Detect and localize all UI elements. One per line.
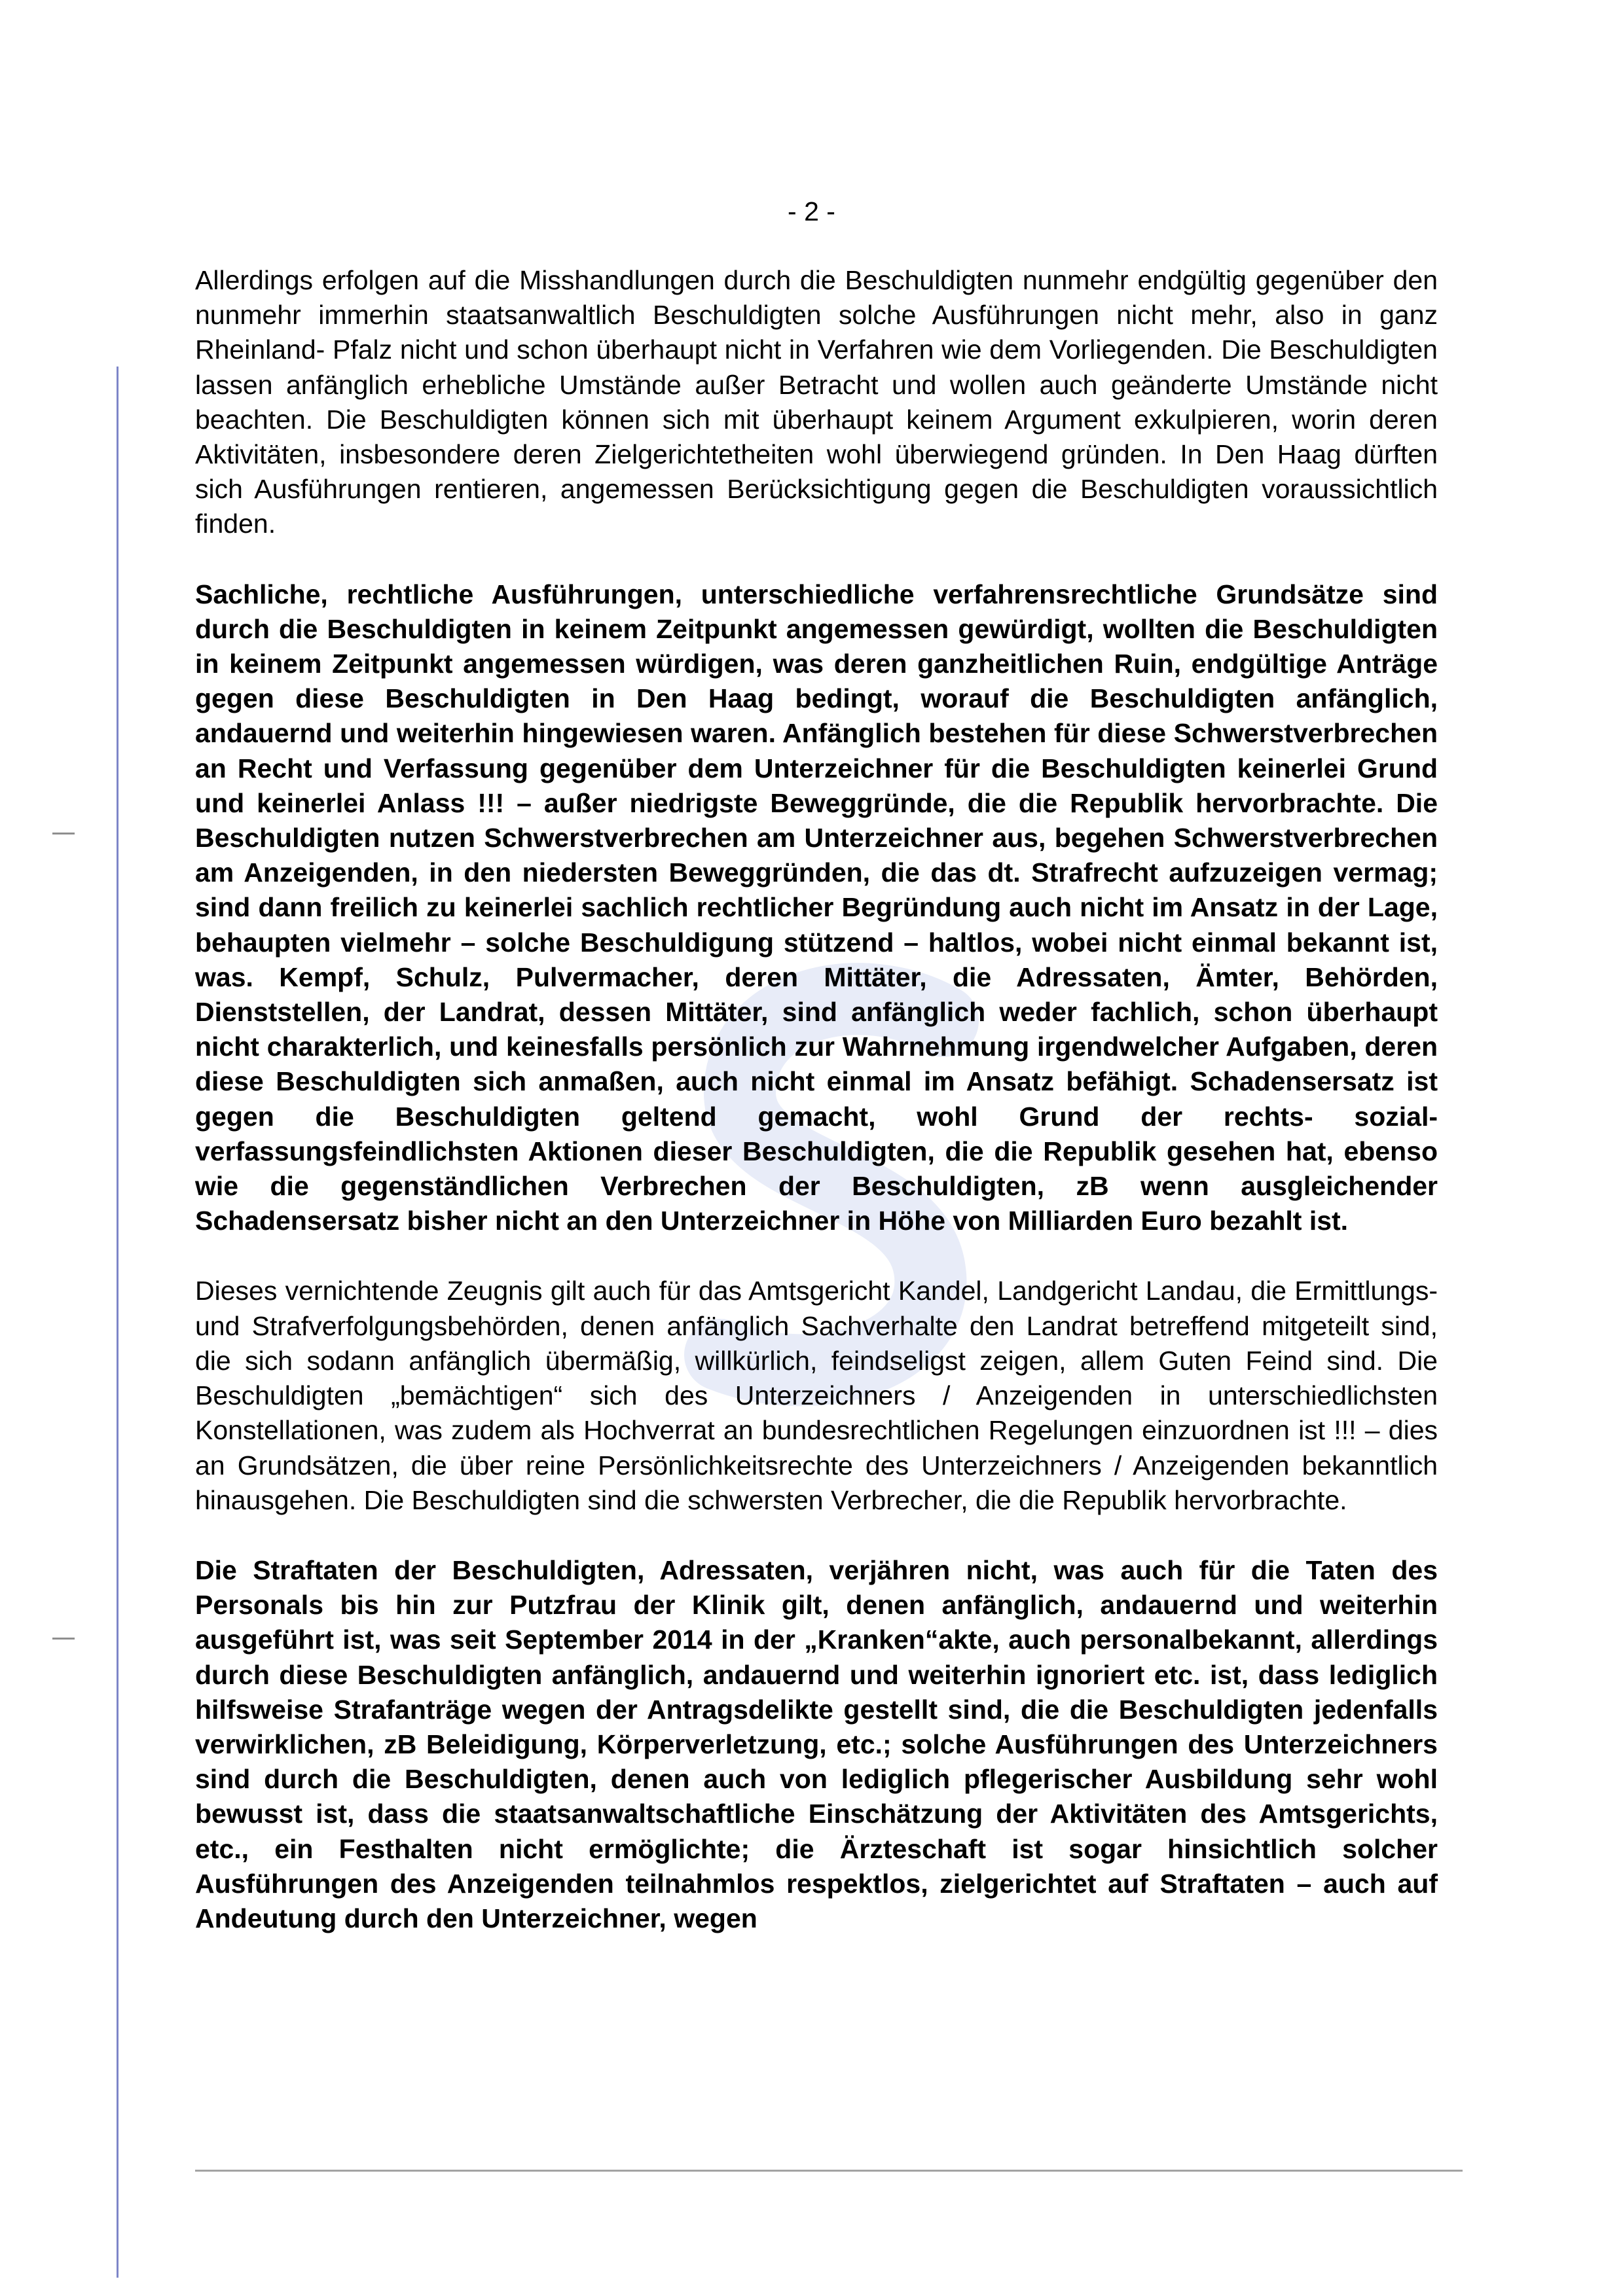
- fold-mark-lower: [52, 1638, 75, 1640]
- paragraph-2: Sachliche, rechtliche Ausführungen, unterschiedliche verfahrensrechtliche Grundsätze sind durch die Beschuldigten in keinem Zeitpunkt angemessen gewürdigt, wollten die Beschuldigten in keinem Zeitpunkt angemessen würdigen, was deren ganzheitlichen Ruin, endgültige Anträge gegen diese Beschuldigten in Den Haag bedingt, worauf die Beschuldigten anfänglich, andauernd und weiterhin hingewiesen waren. Anfänglich bestehen für diese Schwerstverbrechen an Recht und Verfassung gegenüber dem Unterzeichner für die Beschuldigten keinerlei Grund und keinerlei Anlass !!! – außer niedrigste Beweggründe, die die Republik hervorbrachte. Die Beschuldigten nutzen Schwerstverbrechen am Unterzeichner aus, begehen Schwerstverbrechen am Anzeigenden, in den niedersten Beweggründen, die das dt. Strafrecht aufzuzeigen vermag; sind dann freilich zu keinerlei sachlich rechtlicher Begründung auch nicht im Ansatz in der Lage, behaupten vielmehr – solche Beschuldigung stützend – haltlos, wobei nicht einmal bekannt ist, was. Kempf, Schulz, Pulvermacher, deren Mittäter, die Adressaten, Ämter, Behörden, Dienststellen, der Landrat, dessen Mittäter, sind anfänglich weder fachlich, schon überhaupt nicht charakterlich, und keinesfalls persönlich zur Wahrnehmung irgendwelcher Aufgaben, deren diese Beschuldigten sich anmaßen, auch nicht einmal im Ansatz befähigt. Schadensersatz ist gegen die Beschuldigten geltend gemacht, wohl Grund der rechts- sozial- verfassungsfeindlichsten Aktionen dieser Beschuldigten, die die Republik gesehen hat, ebenso wie die gegenständlichen Verbrechen der Beschuldigten, zB wenn ausgleichender Schadensersatz bisher nicht an den Unterzeichner in Höhe von Milliarden Euro bezahlt ist.: [195, 579, 1438, 1236]
- footer-divider: [195, 2170, 1463, 2172]
- paragraph-3: Dieses vernichtende Zeugnis gilt auch für das Amtsgericht Kandel, Landgericht Landau, die Ermittlungs- und Strafverfolgungsbehörden, denen anfänglich Sachverhalte den Landrat betreffend mitgeteilt sind, die sich sodann anfänglich übermäßig, willkürlich, feindseligst zeigen, allem Guten Feind sind. Die Beschuldigten „bemächtigen“ sich des Unterzeichners / Anzeigenden in unterschiedlichsten Konstellationen, was zudem als Hochverrat an bundesrechtlichen Regelungen einzuordnen ist !!! – dies an Grundsätzen, die über reine Persönlichkeitsrechte des Unterzeichners / Anzeigenden bekanntlich hinausgehen. Die Beschuldigten sind die schwersten Verbrecher, die die Republik hervorbrachte.: [195, 1276, 1438, 1515]
- paragraph-1: Allerdings erfolgen auf die Misshandlungen durch die Beschuldigten nunmehr endgültig gegenüber den nunmehr immerhin staatsanwaltlich Beschuldigten solche Ausführungen nicht mehr, also in ganz Rheinland- Pfalz nicht und schon überhaupt nicht in Verfahren wie dem Vorliegenden. Die Beschuldigten lassen anfänglich erhebliche Umstände außer Betracht und wollen auch geänderte Umstände nicht beachten. Die Beschuldigten können sich mit überhaupt keinem Argument exkulpieren, worin deren Aktivitäten, insbesondere deren Zielgerichtetheiten wohl überwiegend gründen. In Den Haag dürften sich Ausführungen rentieren, angemessen Berücksichtigung gegen die Beschuldigten voraussichtlich finden.: [195, 265, 1438, 539]
- document-body: [195, 263, 1438, 1971]
- page-number: - 2 -: [788, 196, 835, 226]
- fold-mark-upper: [52, 833, 75, 834]
- margin-line: [117, 367, 119, 2278]
- paragraph-4: Die Straftaten der Beschuldigten, Adressaten, verjähren nicht, was auch für die Taten des Personals bis hin zur Putzfrau der Klinik gilt, denen anfänglich, andauernd und weiterhin ausgeführt ist, was seit September 2014 in der „Kranken“akte, auch personalbekannt, allerdings durch diese Beschuldigten anfänglich, andauernd und weiterhin ignoriert etc. ist, dass lediglich hilfsweise Strafanträge wegen der Antragsdelikte gestellt sind, die die Beschuldigten jedenfalls verwirklichen, zB Beleidigung, Körperverletzung, etc.; solche Ausführungen des Unterzeichners sind durch die Beschuldigten, denen auch von lediglich pflegerischer Ausbildung sehr wohl bewusst ist, dass die staatsanwaltschaftliche Einschätzung der Aktivitäten des Amtsgerichts, etc., ein Festhalten nicht ermöglichte; die Ärzteschaft ist sogar hinsichtlich solcher Ausführungen des Anzeigenden teilnahmlos respektlos, zielgerichtet auf Straftaten – auch auf Andeutung durch den Unterzeichner, wegen: [195, 1554, 1438, 1933]
